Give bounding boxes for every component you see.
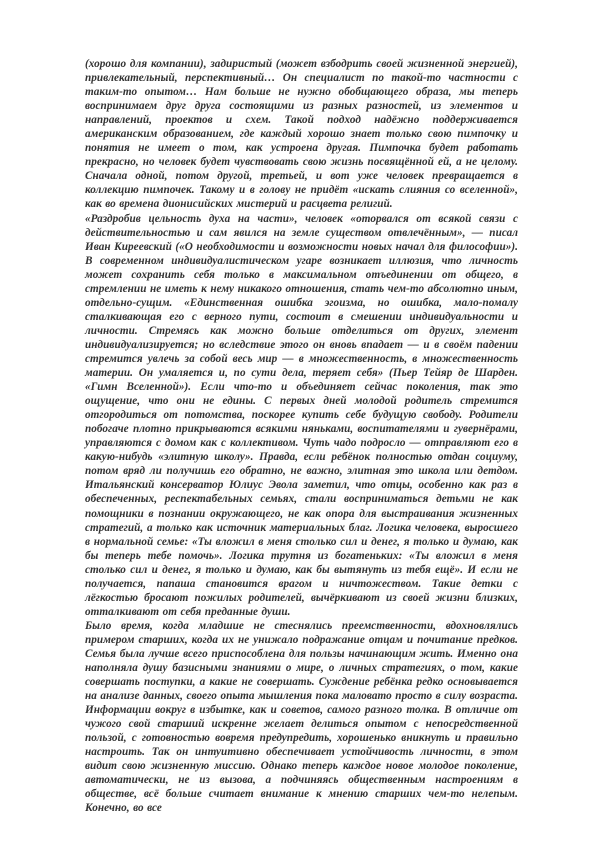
paragraph-3: Было время, когда младшие не стеснялись преемственности, вдохновлялись примером старших, когда их не унижало подражание отцам и почитание предков. Семья была лучше всего приспособлена для пользы начинающим жить. Именно она наполняла душу базисными знаниями о мире, о личных стратегиях, о том, какие совершать поступки, а какие не совершать. Суждение ребёнка редко основывается на анализе данных, своего опыта мышления пока маловато просто в силу возраста. Информации вокруг в избытке, как и советов, самого разного толка. В отличие от чужого свой старший искренне желает делиться опытом с непосредственной пользой, с готовностью вовремя предупредить, хорошенько вникнуть и правильно настроить. Так он интуитивно обеспечивает устойчивость личности, в этом видит свою жизненную миссию. Однако теперь каждое новое молодое поколение, автоматически, не из вызова, а подчиняясь общественным настроениям в обществе, всё больше считает внимание к мнению старших чем-то нелепым. Конечно, во все xyxy=(85,619,518,815)
paragraph-2: «Раздробив цельность духа на части», человек «оторвался от всякой связи с действительностью и сам явился на земле существом отвлечённым», — писал Иван Киреевский («О необходимости и возможности новых начал для философии»). В современном индивидуалистическом угаре возникает иллюзия, что личность может сохранить себя только в максимальном отъединении от общего, в стремлении не иметь к нему никакого отношения, стать чем-то абсолютно иным, отдельно-сущим. «Единственная ошибка эгоизма, но ошибка, мало-помалу сталкивающая его с верного пути, состоит в смешении индивидуальности и личности. Стремясь как можно больше отделиться от других, элемент индивидуализируется; но вследствие этого он вновь впадает — и в своём падении стремится увлечь за собой весь мир — в множественность, в множественность материи. Он умаляется и, по сути дела, теряет себя» (Пьер Тейяр де Шарден. «Гимн Вселенной»). Если что-то и объединяет сейчас поколения, так это ощущение, что они не едины. С первых дней молодой родитель стремится отгородиться от потомства, поскорее купить себе будущую свободу. Родители побогаче плотно прикрываются всякими няньками, воспитателями и гувернёрами, управляются с домом как с коллективом. Чуть чадо подросло — отправляют его в какую-нибудь «элитную школу». Правда, если ребёнок полностью отдан социуму, потом вряд ли получишь его обратно, не важно, элитная это школа или детдом. Итальянский консерватор Юлиус Эвола заметил, что отцы, особенно как раз в обеспеченных, респектабельных семьях, стали восприниматься детьми не как помощники в познании окружающего, не как опора для выстраивания жизненных стратегий, а только как источник материальных благ. Логика человека, выросшего в нормальной семье: «Ты вложил в меня столько сил и денег, я только и думаю, как бы теперь тебе помочь». Логика трутня из богатеньких: «Ты вложил в меня столько сил и денег, я только и думаю, как бы вытянуть из тебя ещё». И если не получается, папаша становится врагом и ничтожеством. Такие детки с лёгкостью бросают пожилых родителей, вычёркивают из своей жизни близких, отталкивают от себя преданные души. xyxy=(85,212,518,618)
text-block xyxy=(85,57,518,816)
paragraph-1: (хорошо для компании), задиристый (может взбодрить своей жизненной энергией), привлекательный, перспективный… Он специалист по такой-то частности с таким-то опытом… Нам больше не нужно обобщающего образа, мы теперь воспринимаем друг друга состоящими из разных разностей, из элементов и направлений, проектов и схем. Такой подход надёжно поддерживается американским образованием, где каждый хорошо знает только свою пимпочку и понятия не имеет о том, как устроена другая. Пимпочка будет работать прекрасно, но человек будет чувствовать свою жизнь посвящённой ей, а не целому. Сначала одной, потом другой, третьей, и вот уже человек превращается в коллекцию пимпочек. Такому и в голову не придёт «искать слияния со вселенной», как во времена дионисийских мистерий и расцвета религий. xyxy=(85,58,518,211)
